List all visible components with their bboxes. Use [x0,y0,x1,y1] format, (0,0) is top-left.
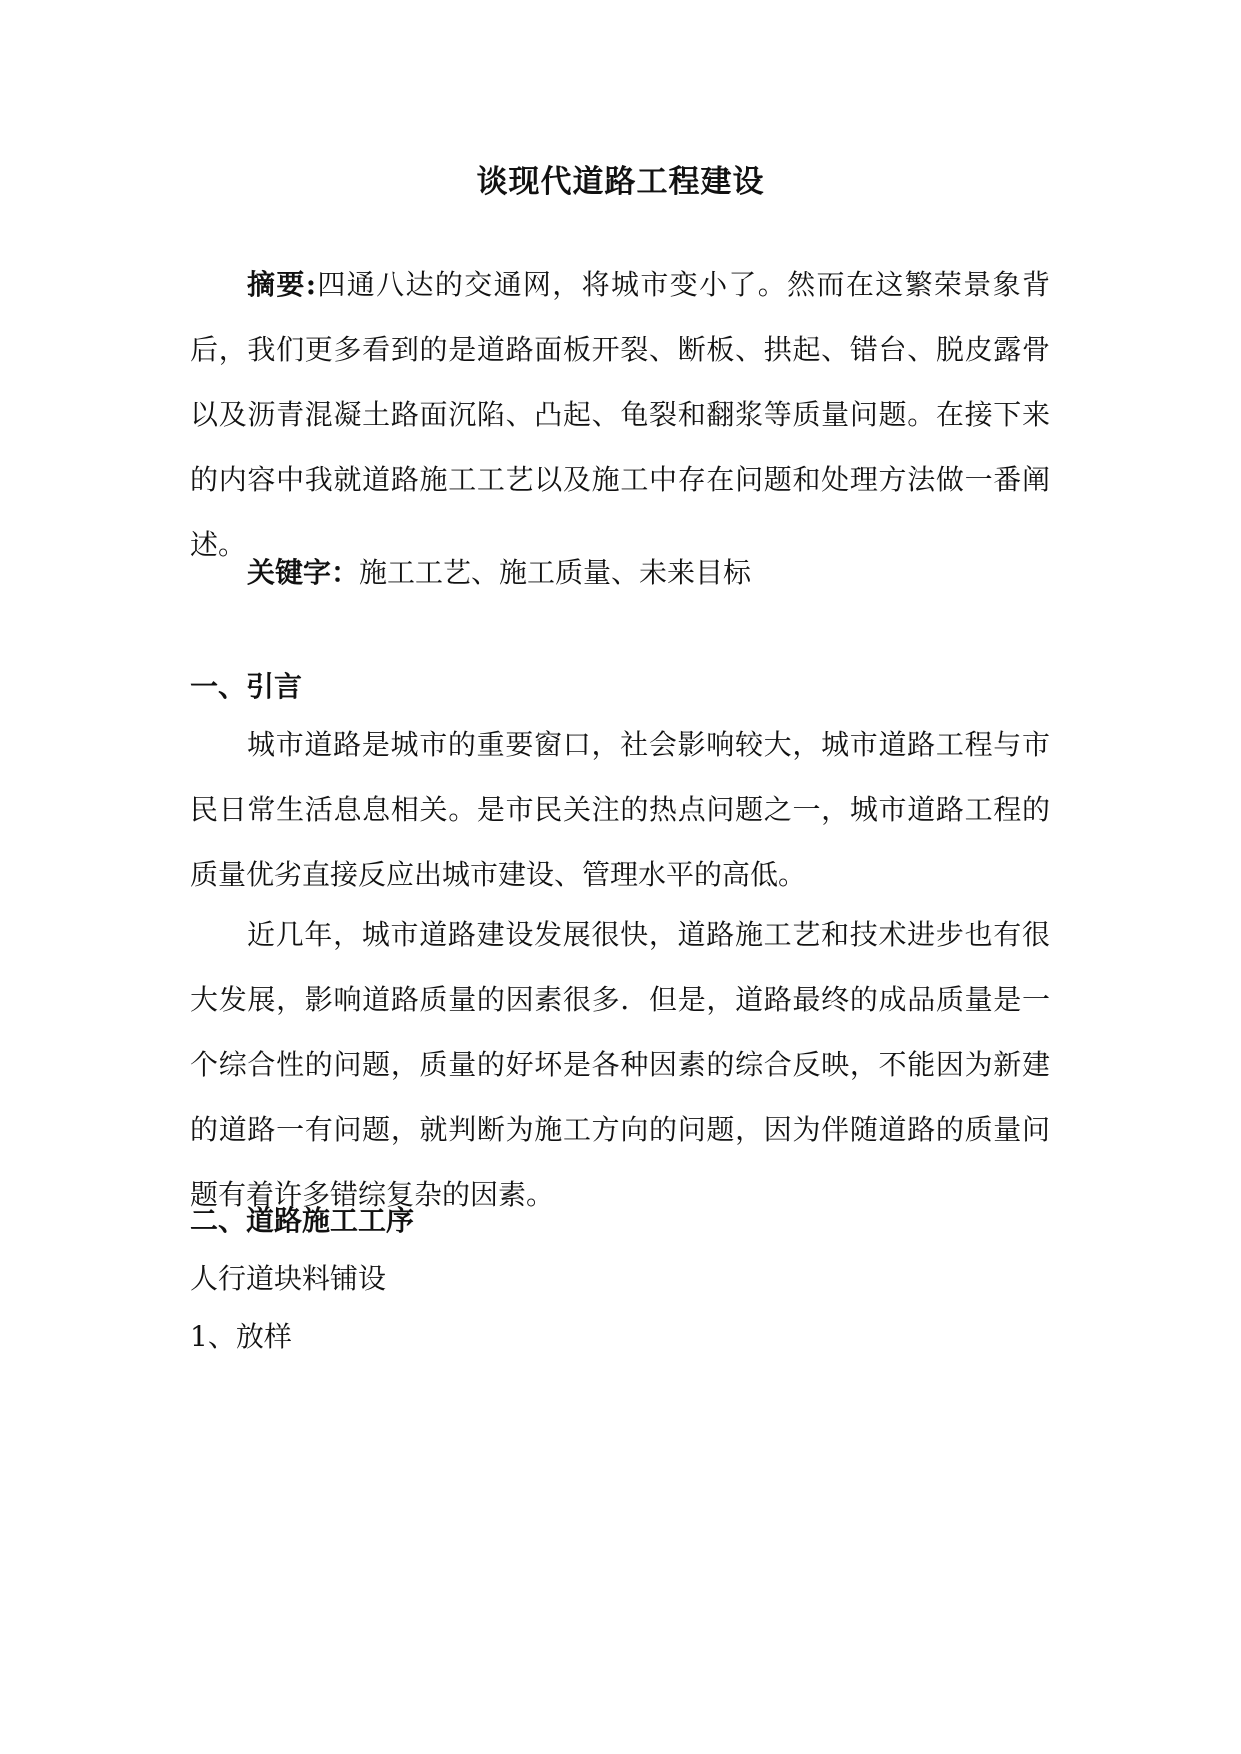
keywords-label: 关键字： [247,556,360,589]
document-title: 谈现代道路工程建设 [476,164,765,200]
keywords-text: 施工工艺、施工质量、未来目标 [359,556,752,589]
subheading-sidewalk-paving: 人行道块料铺设 [190,1262,387,1295]
abstract-label: 摘要: [247,268,317,301]
keywords-paragraph [190,540,1050,605]
abstract-paragraph [190,252,1050,577]
list-item-staking-out: 1、放样 [190,1320,292,1353]
intro-paragraph-2: 近几年，城市道路建设发展很快，道路施工艺和技术进步也有很大发展，影响道路质量的因素很多．但是，道路最终的成品质量是一个综合性的问题，质量的好坏是各种因素的综合反映，不能因为新建的道路一有问题，就判断为施工方向的问题，因为伴随道路的质量问题有着许多错综复杂的因素。 [190,918,1050,1211]
intro-paragraph-1: 城市道路是城市的重要窗口，社会影响较大，城市道路工程与市民日常生活息息相关。是市民关注的热点问题之一，城市道路工程的质量优劣直接反应出城市建设、管理水平的高低。 [190,728,1050,891]
section-heading-introduction: 一、引言 [190,670,303,703]
abstract-text: 四通八达的交通网，将城市变小了。然而在这繁荣景象背后，我们更多看到的是道路面板开裂、断板、拱起、错台、脱皮露骨以及沥青混凝土路面沉陷、凸起、龟裂和翻浆等质量问题。在接下来的内容中我就道路施工工艺以及施工中存在问题和处理方法做一番阐述。 [190,268,1050,561]
section-heading-construction-process: 二、道路施工工序 [190,1204,415,1237]
